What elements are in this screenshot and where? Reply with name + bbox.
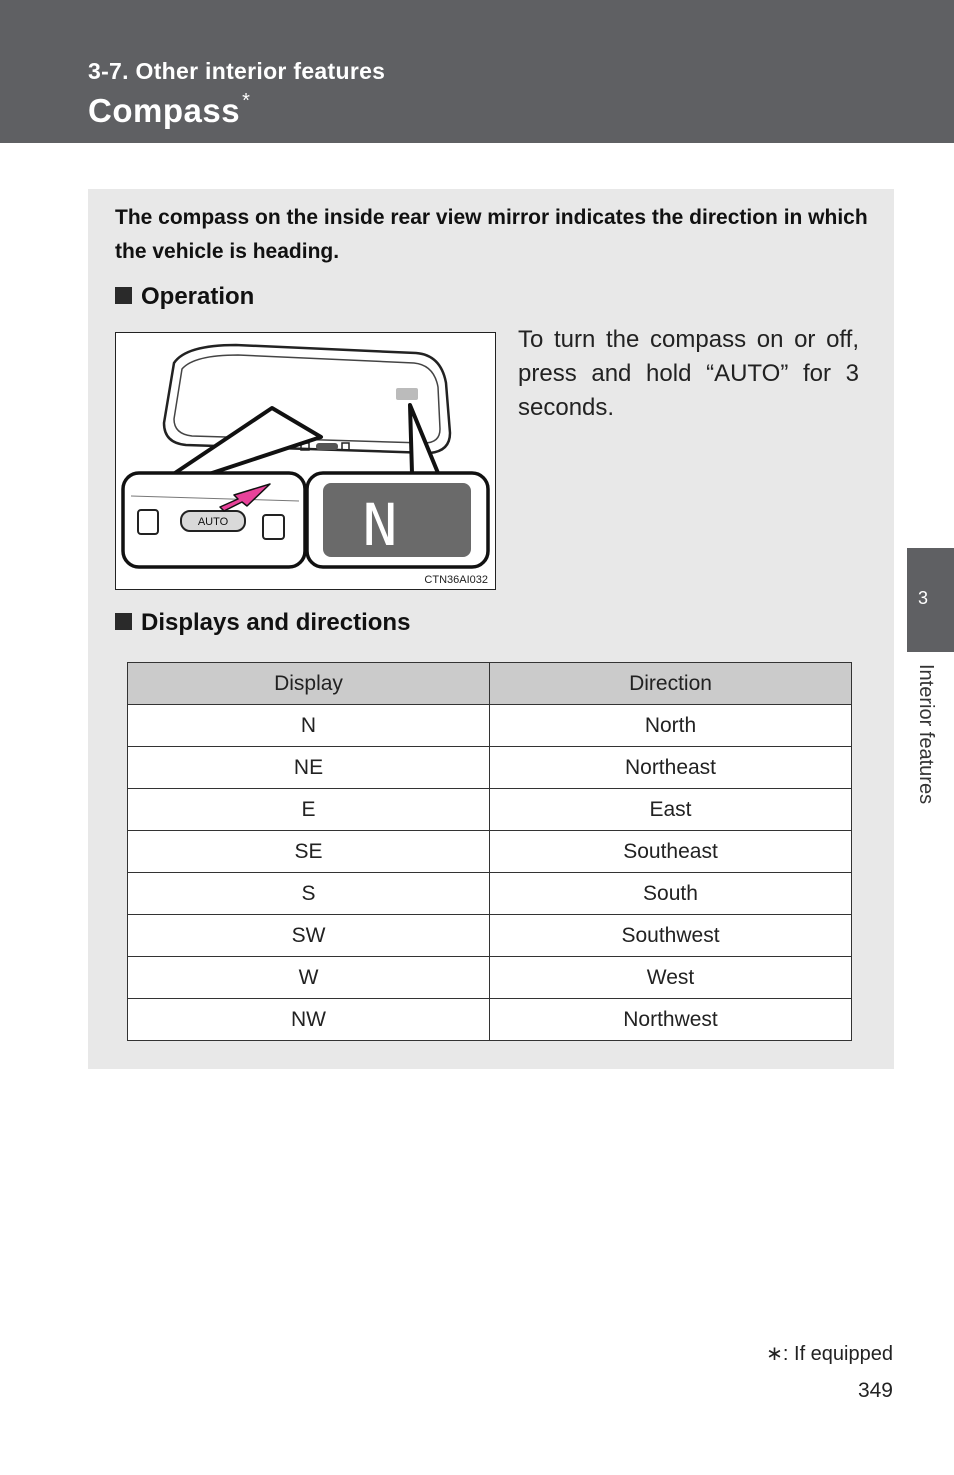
display-cell: SW [128,915,490,957]
page-title-text: Compass [88,92,241,129]
mirror-display-window [396,388,418,400]
equipped-mark: * [242,90,251,112]
section-label: 3-7. Other interior features [88,58,386,84]
mirror-drawing [116,333,495,589]
directions-table [127,662,852,1041]
display-cell: SE [128,831,490,873]
table-row [128,999,852,1041]
direction-cell: Northwest [490,999,852,1041]
direction-cell: West [490,957,852,999]
table-row [128,747,852,789]
intro-text: The compass on the inside rear view mirror indicates the direction in which the vehicle is heading. [115,206,868,263]
table-row [128,915,852,957]
table-row [128,957,852,999]
page-number: 349 [857,1379,893,1402]
square-bullet-icon [115,613,132,630]
table-header-row [128,663,852,705]
direction-cell: Southwest [490,915,852,957]
page-header [0,0,954,143]
figure-code: CTN36AI032 [424,574,488,586]
column-header: Direction [490,663,852,705]
column-header: Display [128,663,490,705]
mirror-auto-button-icon [316,443,338,450]
compass-display-letter: N [362,491,398,559]
direction-cell: Southeast [490,831,852,873]
direction-cell: North [490,705,852,747]
table-row [128,873,852,915]
auto-button-label: AUTO [197,516,229,528]
displays-heading-text: Displays and directions [141,609,411,636]
direction-cell: Northeast [490,747,852,789]
table-row [128,705,852,747]
page-title [88,92,250,130]
display-cell: E [128,789,490,831]
table-row [128,789,852,831]
display-cell: W [128,957,490,999]
display-cell: N [128,705,490,747]
mirror-illustration [115,332,496,590]
operation-heading [115,283,254,311]
direction-cell: South [490,873,852,915]
operation-heading-text: Operation [141,283,255,310]
square-bullet-icon [115,287,132,304]
chapter-number: 3 [918,588,929,608]
display-cell: NE [128,747,490,789]
displays-heading [115,609,410,637]
chapter-tab[interactable] [907,548,954,652]
footnote: ∗: If equipped [766,1343,893,1365]
chapter-label: Interior features [915,664,937,805]
display-cell: S [128,873,490,915]
direction-cell: East [490,789,852,831]
table-row [128,831,852,873]
display-cell: NW [128,999,490,1041]
content-panel [88,189,894,1069]
operation-text: To turn the compass on or off, press and hold “AUTO” for 3 seconds. [518,326,859,421]
